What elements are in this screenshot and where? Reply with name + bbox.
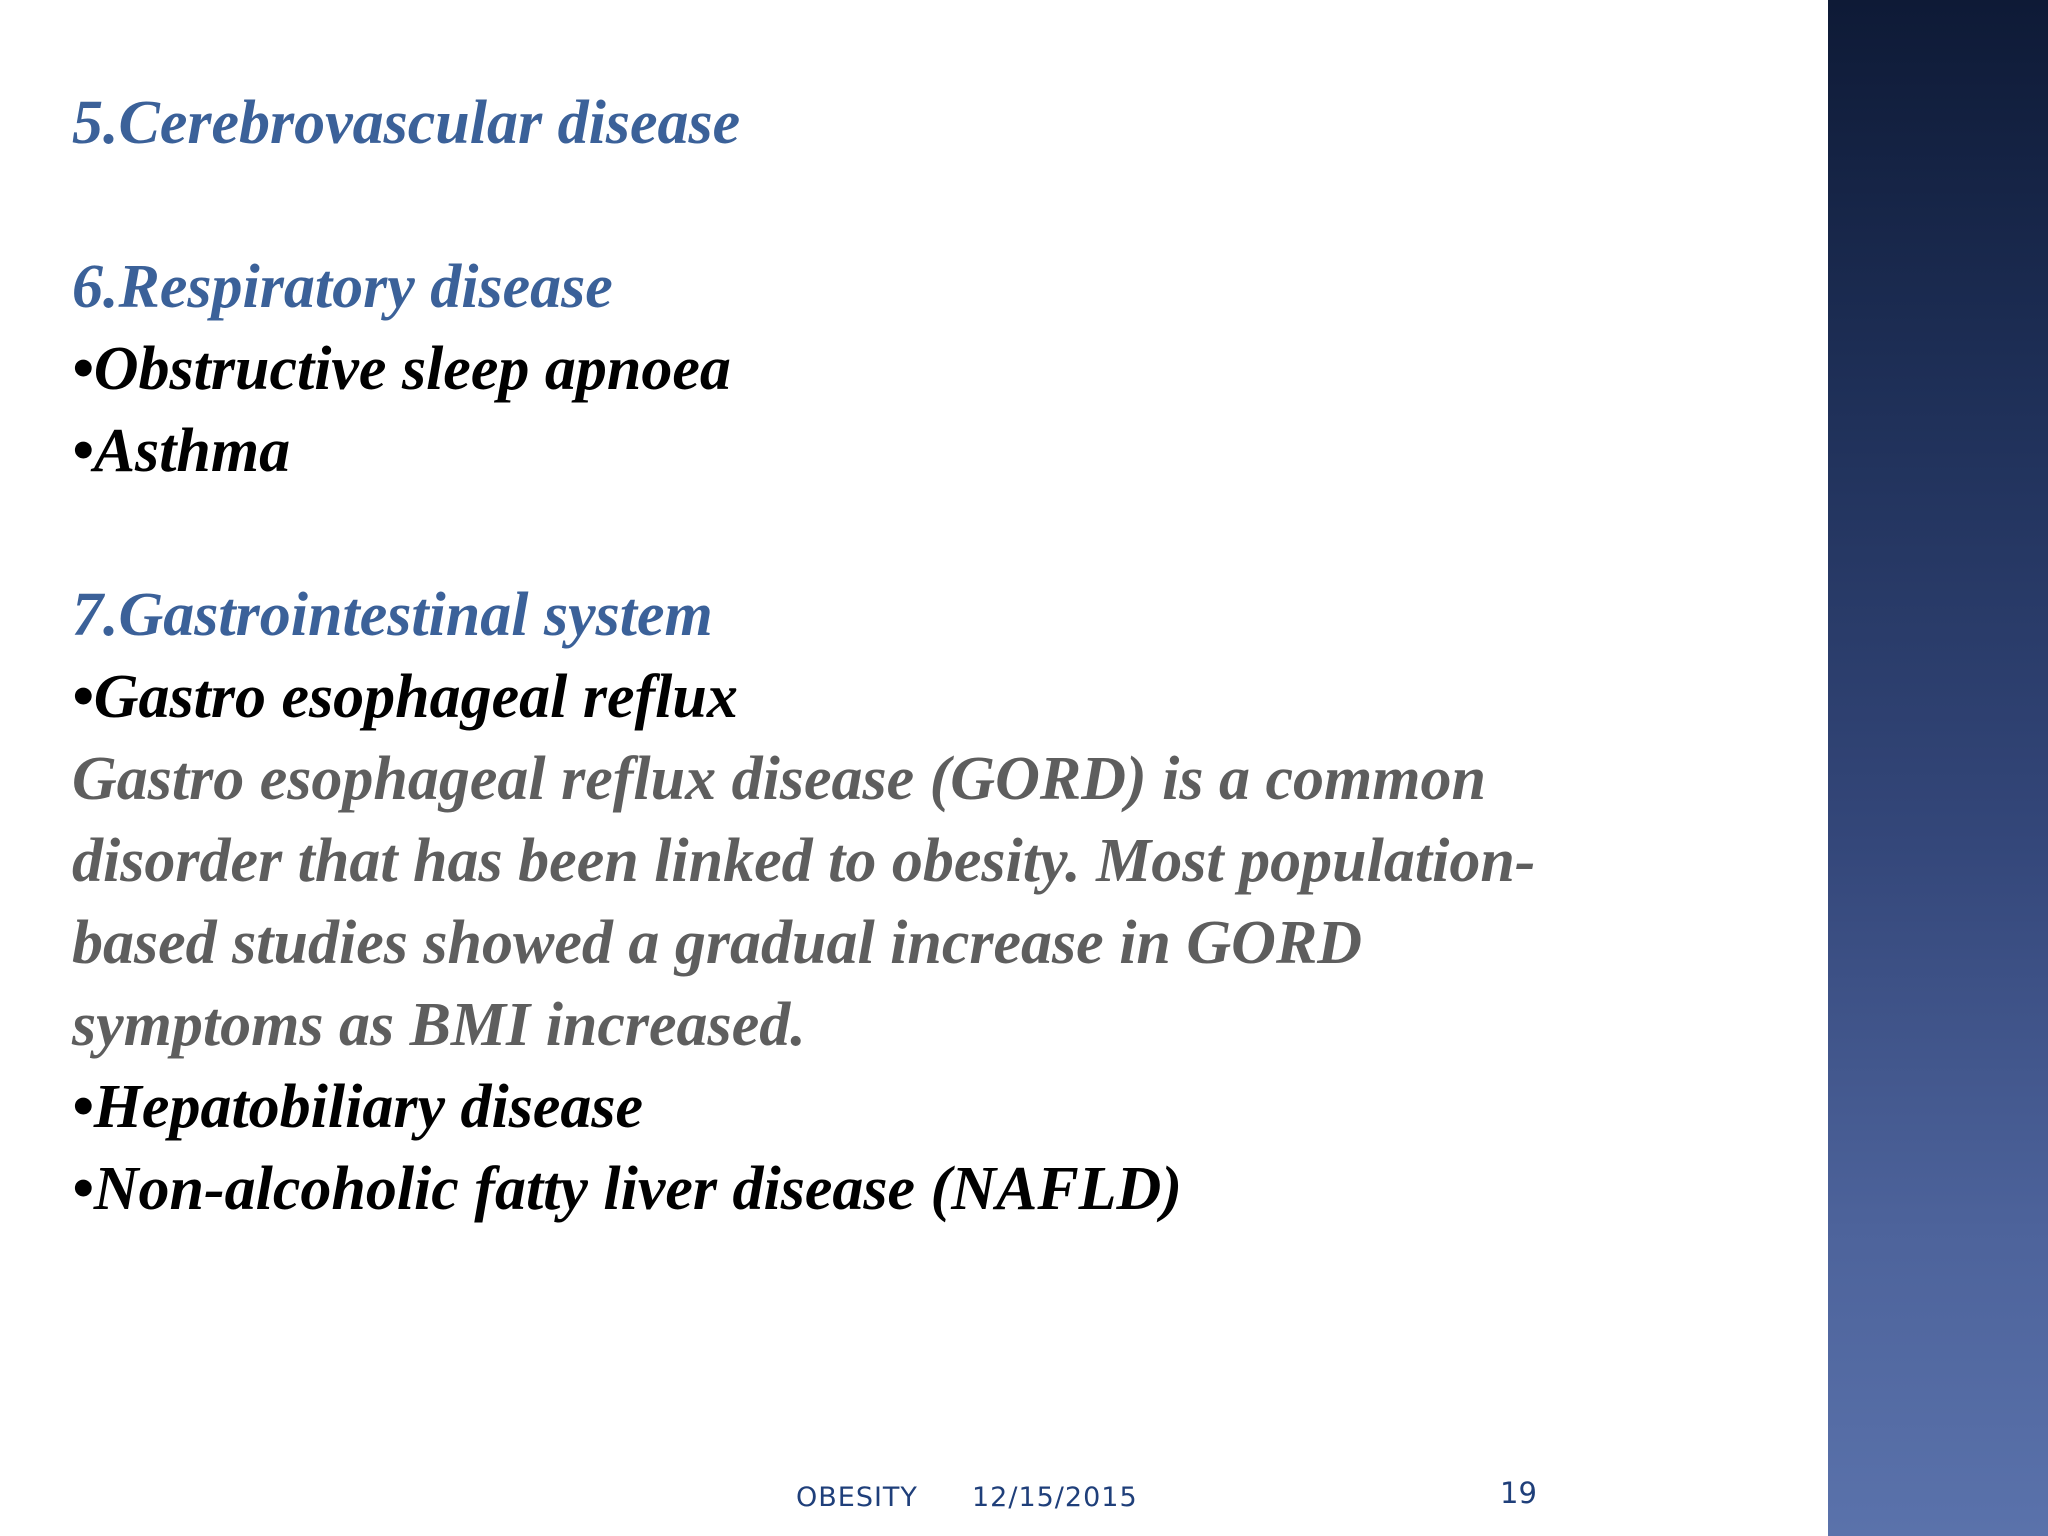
slide-content xyxy=(72,82,1772,1230)
spacer xyxy=(72,492,1772,574)
paragraph-line: based studies showed a gradual increase in GORD xyxy=(72,909,1363,977)
bullet-item: •Gastro esophageal reflux xyxy=(72,663,738,731)
decorative-side-panel xyxy=(1828,0,2048,1536)
slide-number: 19 xyxy=(1500,1476,1537,1510)
gord-paragraph xyxy=(72,738,1772,1066)
paragraph-line: symptoms as BMI increased. xyxy=(72,991,806,1059)
bullet-item: •Obstructive sleep apnoea xyxy=(72,335,731,403)
bullet-item: •Asthma xyxy=(72,417,291,485)
spacer xyxy=(72,164,1772,246)
section-heading-gastrointestinal: 7.Gastrointestinal system xyxy=(72,581,713,649)
footer-title: OBESITY xyxy=(796,1482,918,1513)
section-heading-respiratory: 6.Respiratory disease xyxy=(72,253,613,321)
paragraph-line: Gastro esophageal reflux disease (GORD) is a common xyxy=(72,745,1486,813)
footer-date: 12/15/2015 xyxy=(972,1482,1138,1513)
paragraph-line: disorder that has been linked to obesity. Most population- xyxy=(72,827,1536,895)
bullet-item: •Non-alcoholic fatty liver disease (NAFLD) xyxy=(72,1155,1182,1223)
section-heading-cerebrovascular: 5.Cerebrovascular disease xyxy=(72,89,741,157)
bullet-item: •Hepatobiliary disease xyxy=(72,1073,644,1141)
